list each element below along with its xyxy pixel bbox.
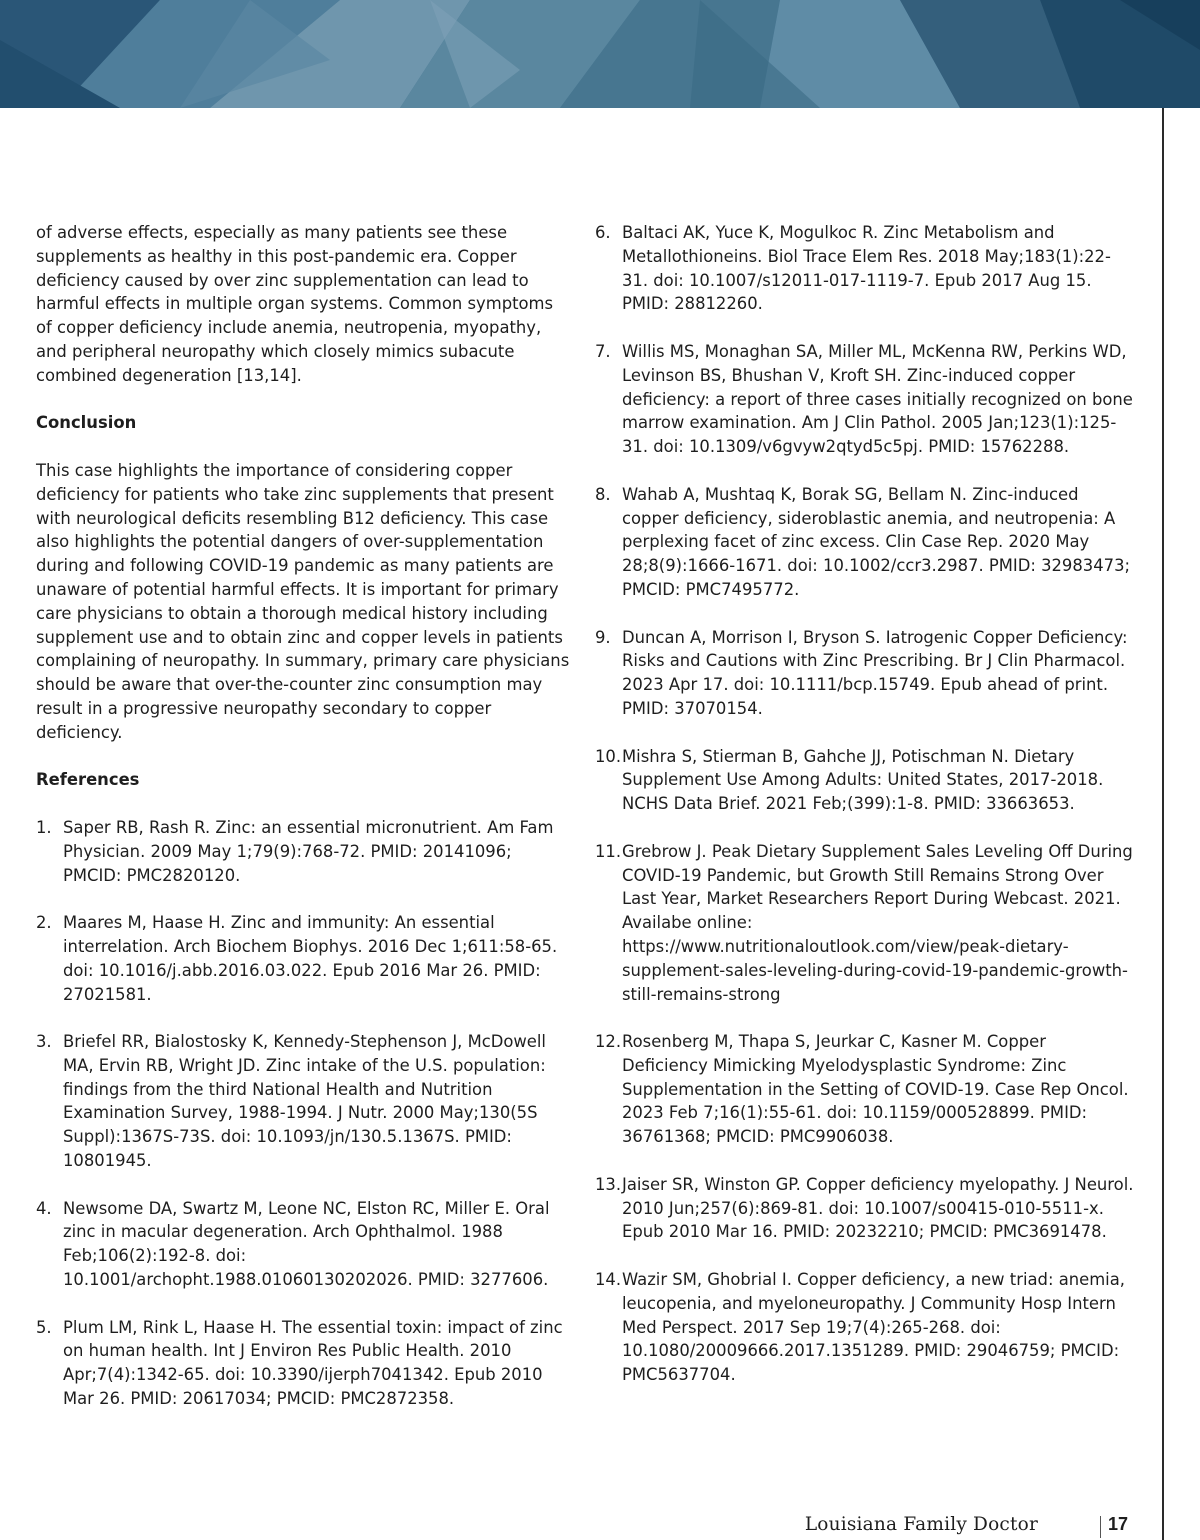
reference-text: Plum LM, Rink L, Haase H. The essential toxin: impact of zinc on human health. Int J Environ Res Public Health. 2010 Apr;7(4):1342-65. doi: 10.3390/ijerph7041342. Epub 2010 Mar 26. PMID: 20617034; PMCID: PMC2872358. <box>63 1317 563 1409</box>
references-list-left <box>36 816 572 1411</box>
reference-text: Newsome DA, Swartz M, Leone NC, Elston RC, Miller E. Oral zinc in macular degeneration. Arch Ophthalmol. 1988 Feb;106(2):192-8. doi: 10.1001/archopht.1988.01060130202026. PMID: 3277606. <box>63 1198 550 1290</box>
reference-item <box>36 1030 572 1173</box>
banner-polygon-pattern <box>0 0 1200 108</box>
reference-number: 12. <box>595 1032 622 1052</box>
conclusion-heading: Conclusion <box>36 413 137 433</box>
reference-item <box>595 1030 1135 1149</box>
journal-name: Louisiana Family Doctor <box>804 1514 1038 1535</box>
intro-paragraph: of adverse effects, especially as many patients see these supplements as healthy in this post-pandemic era. Copper deficiency caused by over zinc supplementation can lead to harmful effects in multiple organ systems. Common symptoms of copper deficiency include anemia, neutropenia, myopathy, and peripheral neuropathy which closely mimics subacute combined degeneration [13,14]. <box>36 223 554 385</box>
reference-number: 4. <box>36 1198 52 1218</box>
reference-number: 5. <box>36 1317 52 1337</box>
right-column <box>595 221 1135 1411</box>
reference-item <box>36 1316 572 1411</box>
reference-text: Baltaci AK, Yuce K, Mogulkoc R. Zinc Metabolism and Metallothioneins. Biol Trace Elem Res. 2018 May;183(1):22-31. doi: 10.1007/s12011-017-1119-7. Epub 2017 Aug 15. PMID: 28812260. <box>622 223 1111 314</box>
right-margin-rule <box>1162 108 1164 1540</box>
reference-item <box>595 745 1135 816</box>
reference-text: Wahab A, Mushtaq K, Borak SG, Bellam N. Zinc-induced copper deficiency, sideroblastic anemia, and neutropenia: A perplexing facet of zinc excess. Clin Case Rep. 2020 May 28;8(9):1666-1671. doi: 10.1002/ccr3.2987. PMID: 32983473; PMCID: PMC7495772. <box>622 484 1131 599</box>
reference-item <box>595 221 1135 316</box>
reference-number: 2. <box>36 913 52 933</box>
reference-item <box>36 816 572 887</box>
reference-number: 6. <box>595 223 611 242</box>
reference-number: 13. <box>595 1174 622 1194</box>
footer-divider <box>1100 1516 1101 1538</box>
reference-item <box>595 840 1135 1007</box>
reference-text: Rosenberg M, Thapa S, Jeurkar C, Kasner M. Copper Deficiency Mimicking Myelodysplastic Syndrome: Zinc Supplementation in the Setting of COVID-19. Case Rep Oncol. 2023 Feb 7;16(1):55-61. doi: 10.1159/000528899. PMID: 36761368; PMCID: PMC9906038. <box>622 1032 1129 1147</box>
reference-number: 8. <box>595 484 611 504</box>
reference-item <box>36 1197 572 1292</box>
references-heading: References <box>36 770 140 790</box>
reference-number: 14. <box>595 1270 622 1290</box>
reference-number: 11. <box>595 841 622 861</box>
conclusion-paragraph: This case highlights the importance of considering copper deficiency for patients who take zinc supplements that present with neurological deficits resembling B12 deficiency. This case also highlights the potential dangers of over-supplementation during and following COVID-19 pandemic as many patients are unaware of potential harmful effects. It is important for primary care physicians to obtain a thorough medical history including supplement use and to obtain zinc and copper levels in patients complaining of neuropathy. In summary, primary care physicians should be aware that over-the-counter zinc consumption may result in a progressive neuropathy secondary to copper deficiency. <box>36 460 570 742</box>
reference-item <box>595 1268 1135 1387</box>
reference-number: 1. <box>36 817 52 837</box>
reference-text: Jaiser SR, Winston GP. Copper deficiency myelopathy. J Neurol. 2010 Jun;257(6):869-81. doi: 10.1007/s00415-010-5511-x. Epub 2010 Mar 16. PMID: 20232210; PMCID: PMC3691478. <box>622 1174 1134 1242</box>
references-list-right <box>595 221 1135 1387</box>
reference-item <box>595 340 1135 459</box>
reference-text: Maares M, Haase H. Zinc and immunity: An essential interrelation. Arch Biochem Biophys. 2016 Dec 1;611:58-65. doi: 10.1016/j.abb.2016.03.022. Epub 2016 Mar 26. PMID: 27021581. <box>63 913 558 1004</box>
left-column <box>36 221 572 1435</box>
reference-number: 7. <box>595 341 611 361</box>
reference-item <box>595 626 1135 721</box>
reference-text: Grebrow J. Peak Dietary Supplement Sales Leveling Off During COVID-19 Pandemic, but Growth Still Remains Strong Over Last Year, Market Researchers Report During Webcast. 2021. Availabe online: https://www.nutritionaloutlook.com/view/peak-dietary-supplement-sales-leveling-during-covid-19-pandemic-growth-still-remains-strong <box>622 841 1133 1004</box>
reference-number: 9. <box>595 627 611 647</box>
page-number: 17 <box>1108 1514 1129 1534</box>
header-banner <box>0 0 1200 108</box>
reference-text: Duncan A, Morrison I, Bryson S. Iatrogenic Copper Deficiency: Risks and Cautions with Zinc Prescribing. Br J Clin Pharmacol. 2023 Apr 17. doi: 10.1111/bcp.15749. Epub ahead of print. PMID: 37070154. <box>622 627 1128 718</box>
reference-number: 3. <box>36 1032 52 1052</box>
reference-text: Briefel RR, Bialostosky K, Kennedy-Stephenson J, McDowell MA, Ervin RB, Wright JD. Zinc intake of the U.S. population: findings from the third National Health and Nutrition Examination Survey, 1988-1994. J Nutr. 2000 May;130(5S Suppl):1367S-73S. doi: 10.1093/jn/130.5.1367S. PMID: 10801945. <box>63 1032 546 1171</box>
reference-text: Willis MS, Monaghan SA, Miller ML, McKenna RW, Perkins WD, Levinson BS, Bhushan V, Kroft SH. Zinc-induced copper deficiency: a report of three cases initially recognized on bone marrow examination. Am J Clin Pathol. 2005 Jan;123(1):125-31. doi: 10.1309/v6gvyw2qtyd5c5pj. PMID: 15762288. <box>622 341 1133 457</box>
reference-number: 10. <box>595 746 622 766</box>
reference-item <box>36 911 572 1006</box>
reference-item <box>595 1173 1135 1244</box>
reference-item <box>595 483 1135 602</box>
reference-text: Mishra S, Stierman B, Gahche JJ, Potischman N. Dietary Supplement Use Among Adults: United States, 2017-2018. NCHS Data Brief. 2021 Feb;(399):1-8. PMID: 33663653. <box>622 746 1104 814</box>
reference-text: Saper RB, Rash R. Zinc: an essential micronutrient. Am Fam Physician. 2009 May 1;79(9):768-72. PMID: 20141096; PMCID: PMC2820120. <box>63 817 554 885</box>
reference-text: Wazir SM, Ghobrial I. Copper deficiency, a new triad: anemia, leucopenia, and myeloneuropathy. J Community Hosp Intern Med Perspect. 2017 Sep 19;7(4):265-268. doi: 10.1080/20009666.2017.1351289. PMID: 29046759; PMCID: PMC5637704. <box>622 1270 1125 1385</box>
